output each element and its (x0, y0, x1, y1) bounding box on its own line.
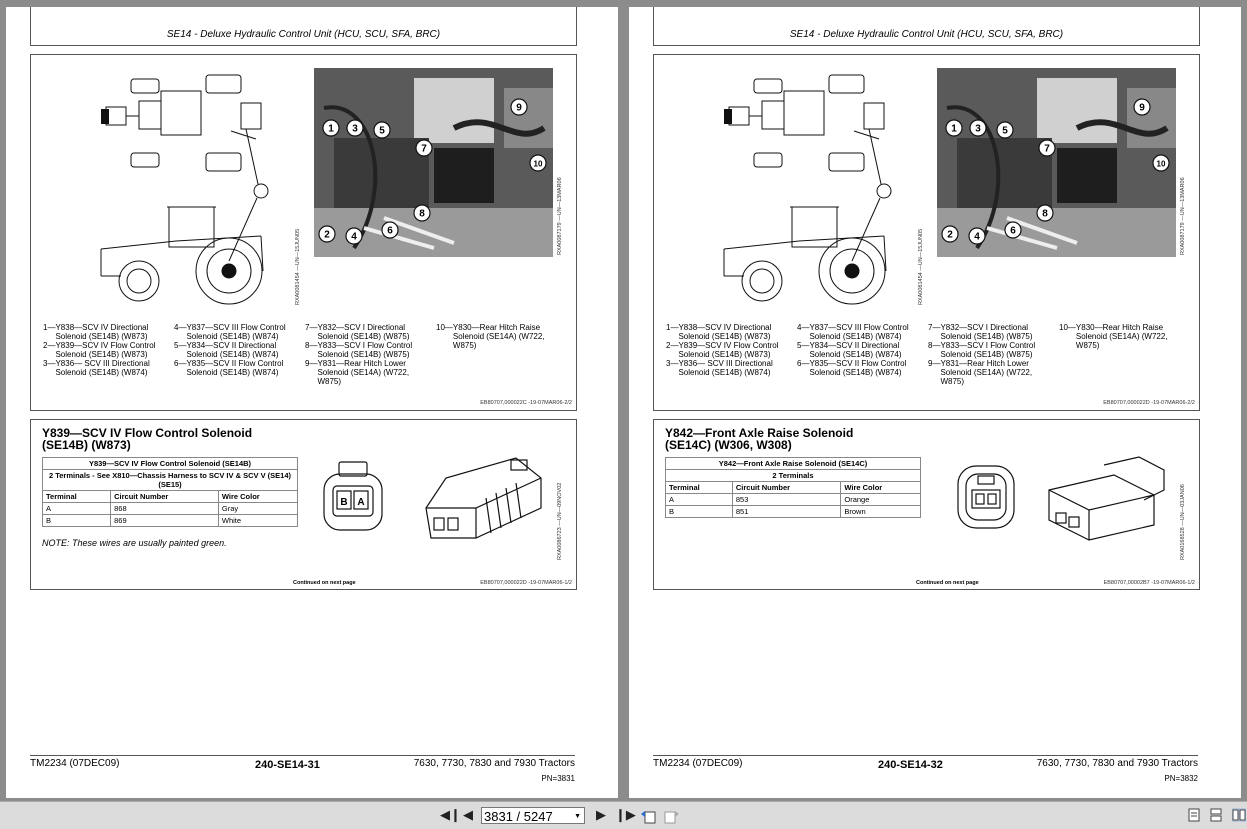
continued-note: Continued on next page (916, 580, 979, 586)
callout-10 (1153, 155, 1169, 171)
legend-item: 1— Y838—SCV IV Directional Solenoid (SE14B) (W873) (43, 323, 149, 341)
footer-doc-id: TM2234 (07DEC09) (653, 758, 743, 769)
table-title: Y839—SCV IV Flow Control Solenoid (SE14B) (43, 458, 298, 470)
col-terminal: Terminal (43, 491, 111, 503)
svg-text:6: 6 (1010, 225, 1016, 237)
page-footer (30, 755, 575, 783)
svg-text:9: 9 (516, 102, 522, 114)
footer-models: 7630, 7730, 7830 and 7930 Tractors (1036, 758, 1198, 769)
manual-page-left (6, 7, 618, 798)
legend-column-2 (797, 323, 922, 377)
reference-id: EB80707,000022D -19-07MAR06-1/2 (480, 580, 572, 586)
legend-item: 2— Y839—SCV IV Flow Control Solenoid (SE14B) (W873) (666, 341, 779, 359)
callout-10 (530, 155, 546, 171)
connector-face-diagram (954, 462, 1019, 532)
legend-column-1 (666, 323, 791, 377)
legend-item: 7— Y832—SCV I Directional Solenoid (SE14B) (W875) (928, 323, 1033, 341)
svg-text:4: 4 (974, 231, 980, 243)
callout-1 (323, 120, 339, 136)
callout-9 (1134, 99, 1150, 115)
col-wire: Wire Color (841, 482, 921, 494)
connector-section (653, 419, 1200, 590)
tractor-illustration (81, 71, 281, 306)
footer-pn: PN=3831 (541, 774, 575, 783)
figure-block (653, 54, 1200, 411)
svg-text:10: 10 (533, 159, 543, 169)
footer-doc-id: TM2234 (07DEC09) (30, 758, 120, 769)
callout-1 (946, 120, 962, 136)
connector-3d-diagram (416, 448, 551, 548)
terminal-table (42, 457, 298, 527)
svg-text:2: 2 (947, 229, 953, 241)
svg-text:8: 8 (1042, 208, 1048, 220)
page-header (30, 7, 577, 46)
page-number-field[interactable] (481, 807, 585, 824)
legend-column-4 (1059, 323, 1179, 350)
callout-2 (942, 226, 958, 242)
legend-item: 9— Y831—Rear Hitch Lower Solenoid (SE14A) (W722, W875) (928, 359, 1033, 386)
svg-text:5: 5 (1002, 125, 1008, 137)
viewer-toolbar (0, 801, 1247, 829)
forward-view-icon[interactable] (664, 808, 680, 824)
svg-text:10: 10 (1156, 159, 1166, 169)
figure-block (30, 54, 577, 411)
footer-models: 7630, 7730, 7830 and 7930 Tractors (413, 758, 575, 769)
header-title: SE14 - Deluxe Hydraulic Control Unit (HCU, SCU, SFA, BRC) (166, 29, 441, 40)
figure-id-tractor: RXA0081454 —UN—15JUN05 (295, 228, 301, 305)
chevron-down-icon[interactable]: ▼ (574, 813, 581, 820)
legend-item: 6— Y835—SCV II Flow Control Solenoid (SE14B) (W874) (797, 359, 907, 377)
callout-6 (382, 222, 398, 238)
two-page-view-icon[interactable] (1232, 808, 1246, 822)
svg-text:1: 1 (951, 123, 957, 135)
legend-column-3 (928, 323, 1053, 386)
figure-id-tractor: RXA0081454 —UN—15JUN05 (918, 228, 924, 305)
table-row: B 869 White (43, 515, 298, 527)
legend-item: 6— Y835—SCV II Flow Control Solenoid (SE14B) (W874) (174, 359, 284, 377)
figure-id-connector: RXA0086723 —UN—09NOV02 (557, 482, 563, 560)
table-subtitle: 2 Terminals (666, 470, 921, 482)
legend-item: 5— Y834—SCV II Directional Solenoid (SE14B) (W874) (797, 341, 902, 359)
continued-note: Continued on next page (293, 580, 356, 586)
pin-label-a: A (357, 497, 365, 508)
col-circuit: Circuit Number (111, 491, 219, 503)
legend-column-3 (305, 323, 430, 386)
callout-2 (319, 226, 335, 242)
svg-text:8: 8 (419, 208, 425, 220)
prev-page-icon[interactable]: ◀ (463, 807, 473, 822)
single-page-view-icon[interactable] (1188, 808, 1200, 822)
figure-id-connector: RXA0168528 —UN—03JAN06 (1180, 484, 1186, 560)
legend-item: 1— Y838—SCV IV Directional Solenoid (SE14B) (W873) (666, 323, 772, 341)
reference-id: EB80707,000022D -19-07MAR06-2/2 (1103, 400, 1195, 406)
continuous-view-icon[interactable] (1210, 808, 1222, 822)
footer-pn: PN=3832 (1164, 774, 1198, 783)
tractor-illustration (704, 71, 904, 306)
legend-item: 3— Y836— SCV III Directional Solenoid (SE14B) (W874) (666, 359, 773, 377)
connector-section (30, 419, 577, 590)
legend-item: 5— Y834—SCV II Directional Solenoid (SE14B) (W874) (174, 341, 279, 359)
legend-column-2 (174, 323, 299, 377)
legend-item: 8— Y833—SCV I Flow Control Solenoid (SE14B) (W875) (305, 341, 413, 359)
svg-text:3: 3 (975, 123, 981, 135)
valve-photo (937, 68, 1176, 257)
table-subtitle: 2 Terminals - See X810—Chassis Harness to SCV IV & SCV V (SE14) (SE15) (43, 470, 298, 491)
svg-text:7: 7 (1044, 143, 1050, 155)
table-title: Y842—Front Axle Raise Solenoid (SE14C) (666, 458, 921, 470)
reference-id: EB80707,000022C -19-07MAR06-2/2 (480, 400, 572, 406)
section-title: Y842—Front Axle Raise Solenoid (SE14C) (W306, W308) (665, 426, 854, 452)
header-title: SE14 - Deluxe Hydraulic Control Unit (HCU, SCU, SFA, BRC) (789, 29, 1064, 40)
legend-column-1 (43, 323, 168, 377)
table-row: A 853 Orange (666, 494, 921, 506)
connector-3d-diagram (1044, 455, 1174, 550)
back-view-icon[interactable] (640, 808, 656, 824)
callout-3 (970, 120, 986, 136)
legend-column-4 (436, 323, 556, 350)
legend-item: 2— Y839—SCV IV Flow Control Solenoid (SE14B) (W873) (43, 341, 156, 359)
last-page-icon[interactable]: ❙▶ (615, 807, 636, 822)
col-wire: Wire Color (218, 491, 297, 503)
connector-face-diagram (319, 460, 389, 535)
callout-5 (374, 122, 390, 138)
legend-item: 9— Y831—Rear Hitch Lower Solenoid (SE14A) (W722, W875) (305, 359, 410, 386)
terminal-table (665, 457, 921, 518)
callout-6 (1005, 222, 1021, 238)
first-page-icon[interactable]: ◀❙ (440, 807, 461, 822)
manual-page-right (629, 7, 1241, 798)
callout-7 (1039, 140, 1055, 156)
table-row: B 851 Brown (666, 506, 921, 518)
svg-text:6: 6 (387, 225, 393, 237)
legend-item: 7— Y832—SCV I Directional Solenoid (SE14B) (W875) (305, 323, 410, 341)
next-page-icon[interactable]: ▶ (596, 807, 606, 822)
valve-photo (314, 68, 553, 257)
legend-item: 4— Y837—SCV III Flow Control Solenoid (SE14B) (W874) (797, 323, 909, 341)
callout-4 (346, 228, 362, 244)
page-number-value: 3831 / 5247 (484, 809, 553, 824)
svg-text:2: 2 (324, 229, 330, 241)
legend-item: 4— Y837—SCV III Flow Control Solenoid (SE14B) (W874) (174, 323, 286, 341)
figure-id-valve: RXA0087179 —UN—13MAR06 (557, 177, 563, 255)
footer-page-number: 240-SE14-31 (255, 759, 320, 771)
page-footer (653, 755, 1198, 783)
callout-9 (511, 99, 527, 115)
callout-4 (969, 228, 985, 244)
col-circuit: Circuit Number (732, 482, 841, 494)
callout-8 (1037, 205, 1053, 221)
note-text: NOTE: These wires are usually painted green. (42, 538, 227, 548)
footer-page-number: 240-SE14-32 (878, 759, 943, 771)
col-terminal: Terminal (666, 482, 733, 494)
legend-item: 3— Y836— SCV III Directional Solenoid (SE14B) (W874) (43, 359, 150, 377)
legend-item: 8— Y833—SCV I Flow Control Solenoid (SE14B) (W875) (928, 341, 1036, 359)
callout-8 (414, 205, 430, 221)
table-row: A 868 Gray (43, 503, 298, 515)
svg-text:1: 1 (328, 123, 334, 135)
callout-5 (997, 122, 1013, 138)
legend-item: 10— Y830—Rear Hitch Raise Solenoid (SE14A) (W722, W875) (1059, 323, 1168, 350)
svg-text:7: 7 (421, 143, 427, 155)
page-header (653, 7, 1200, 46)
pin-label-b: B (340, 497, 348, 508)
svg-text:9: 9 (1139, 102, 1145, 114)
section-title: Y839—SCV IV Flow Control Solenoid (SE14B) (W873) (42, 426, 253, 452)
callout-3 (347, 120, 363, 136)
callout-7 (416, 140, 432, 156)
figure-id-valve: RXA0087179 —UN—13MAR06 (1180, 177, 1186, 255)
svg-text:4: 4 (351, 231, 357, 243)
legend-item: 10— Y830—Rear Hitch Raise Solenoid (SE14A) (W722, W875) (436, 323, 545, 350)
svg-text:3: 3 (352, 123, 358, 135)
svg-text:5: 5 (379, 125, 385, 137)
reference-id: EB80707,00002B7 -19-07MAR06-1/2 (1103, 580, 1195, 586)
